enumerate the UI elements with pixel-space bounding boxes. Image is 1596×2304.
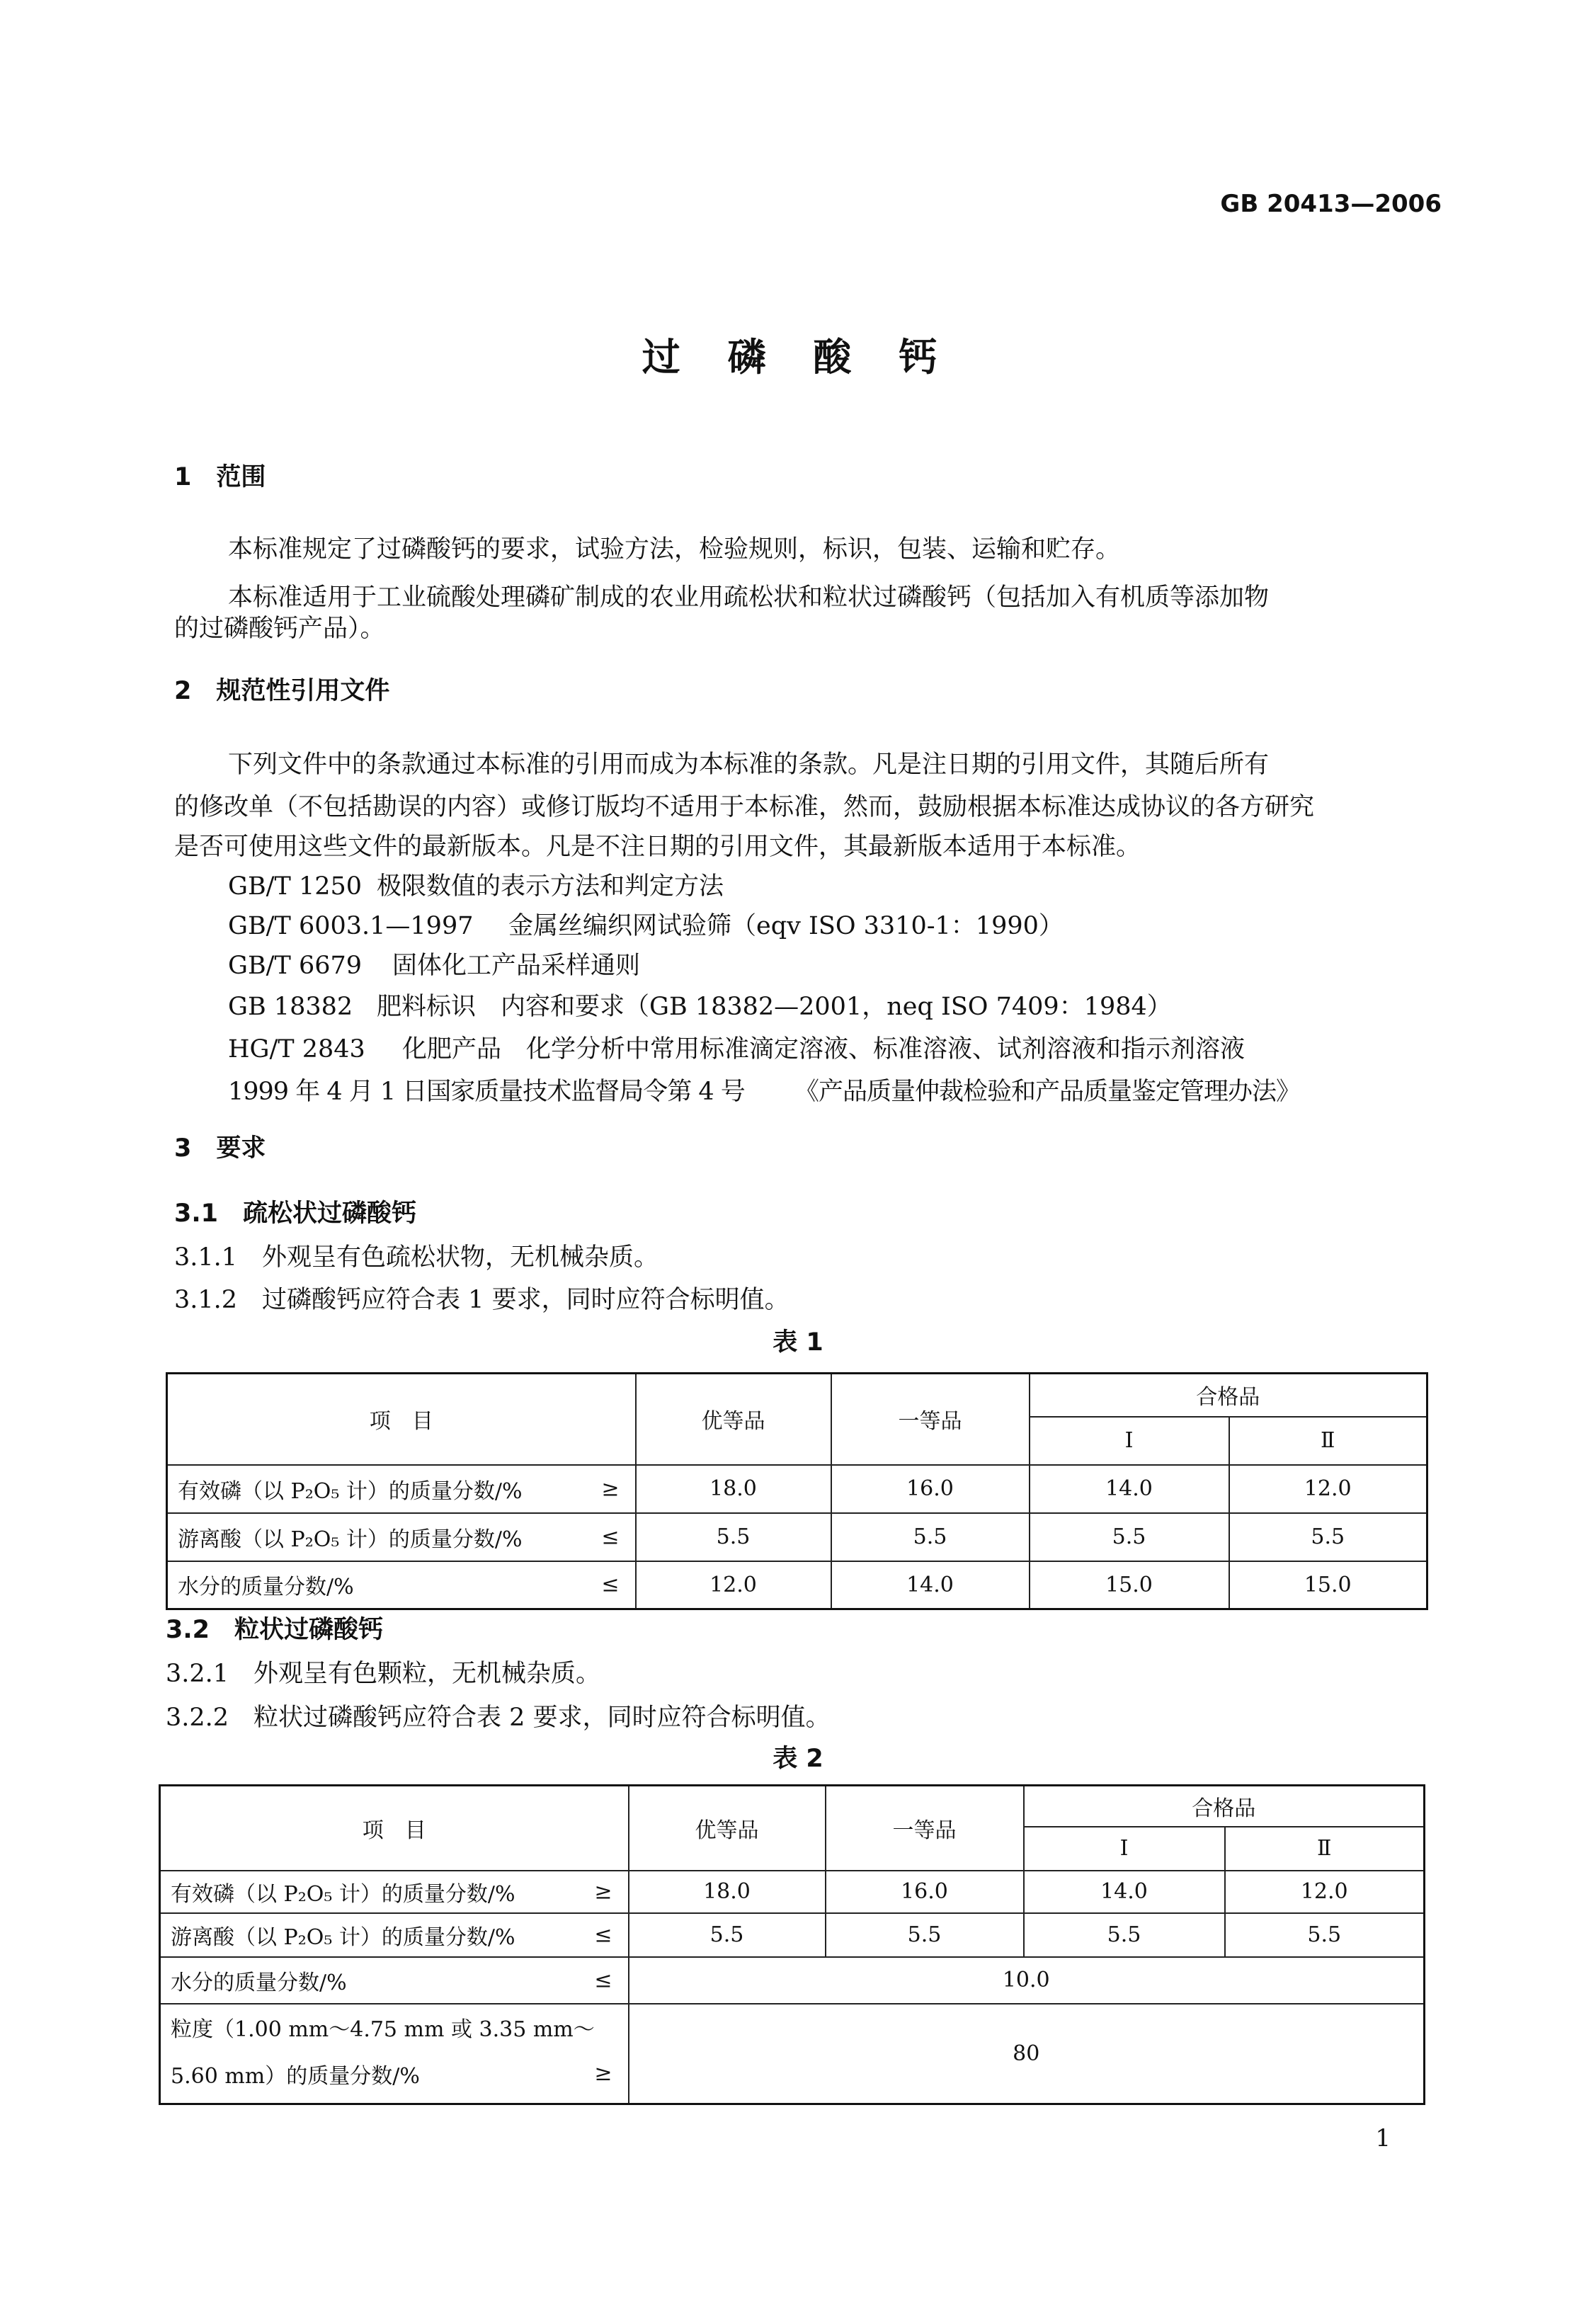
table-row bbox=[160, 2004, 1425, 2104]
table-1-header-first: 一等品 bbox=[831, 1374, 1030, 1465]
section-3-2-heading: 3.2 粒状过磷酸钙 bbox=[166, 1616, 384, 1644]
reference-code: GB 18382 bbox=[228, 993, 353, 1021]
table-cell-item bbox=[167, 1561, 636, 1609]
table-cell-merged: 10.0 bbox=[629, 1957, 1425, 2004]
reference-title: 极限数值的表示方法和判定方法 bbox=[377, 872, 724, 901]
table-cell: 5.5 bbox=[1024, 1913, 1225, 1957]
table-cell: 15.0 bbox=[1229, 1561, 1427, 1609]
reference-title: 固体化工产品采样通则 bbox=[392, 952, 641, 980]
section-2-heading: 2 规范性引用文件 bbox=[174, 677, 390, 705]
reference-title: 金属丝编织网试验筛（eqv ISO 3310-1：1990） bbox=[508, 912, 1064, 940]
table-row bbox=[160, 1913, 1425, 1957]
section-2-paragraph-line-3: 是否可使用这些文件的最新版本。凡是不注日期的引用文件，其最新版本适用于本标准。 bbox=[174, 833, 1141, 861]
reference-item bbox=[228, 1072, 1300, 1107]
item-label: 有效磷（以 P₂O₅ 计）的质量分数/% bbox=[178, 1478, 523, 1504]
table-cell: 5.5 bbox=[1229, 1513, 1427, 1561]
table-1-header-premium: 优等品 bbox=[636, 1374, 831, 1465]
section-2-paragraph-line-1: 下列文件中的条款通过本标准的引用而成为本标准的条款。凡是注日期的引用文件，其随后所有 bbox=[228, 751, 1270, 779]
reference-code: GB/T 6679 bbox=[228, 952, 363, 980]
table-cell: 14.0 bbox=[831, 1561, 1030, 1609]
table-2-caption: 表 2 bbox=[773, 1745, 823, 1773]
comparison-symbol: ≤ bbox=[601, 1524, 620, 1550]
table-2-header-qualified: 合格品 bbox=[1024, 1786, 1425, 1827]
item-label: 水分的质量分数/% bbox=[178, 1575, 354, 1600]
table-cell: 16.0 bbox=[831, 1465, 1030, 1513]
table-cell: 12.0 bbox=[636, 1561, 831, 1609]
table-cell: 14.0 bbox=[1030, 1465, 1229, 1513]
reference-item bbox=[228, 906, 1064, 942]
table-cell: 5.5 bbox=[826, 1913, 1024, 1957]
comparison-symbol: ≥ bbox=[594, 1879, 612, 1904]
table-1 bbox=[166, 1372, 1428, 1610]
table-2-header-grade-2: Ⅱ bbox=[1225, 1827, 1425, 1871]
table-cell: 12.0 bbox=[1225, 1871, 1425, 1913]
table-cell-item bbox=[167, 1513, 636, 1561]
comparison-symbol: ≥ bbox=[601, 1476, 620, 1502]
table-cell: 12.0 bbox=[1229, 1465, 1427, 1513]
table-cell: 18.0 bbox=[636, 1465, 831, 1513]
section-1-paragraph-1: 本标准规定了过磷酸钙的要求，试验方法，检验规则，标识，包装、运输和贮存。 bbox=[228, 535, 1121, 564]
standard-number: GB 20413—2006 bbox=[1220, 190, 1442, 218]
table-cell-item bbox=[160, 2004, 629, 2104]
item-label: 有效磷（以 P₂O₅ 计）的质量分数/% bbox=[171, 1881, 515, 1907]
reference-item bbox=[228, 946, 640, 981]
section-3-1-2: 3.1.2 过磷酸钙应符合表 1 要求，同时应符合标明值。 bbox=[174, 1286, 790, 1314]
table-cell: 5.5 bbox=[831, 1513, 1030, 1561]
item-label: 游离酸（以 P₂O₅ 计）的质量分数/% bbox=[178, 1527, 523, 1552]
reference-code: 1999 年 4 月 1 日国家质量技术监督局令第 4 号 bbox=[228, 1078, 745, 1106]
table-row bbox=[167, 1513, 1427, 1561]
table-row bbox=[167, 1465, 1427, 1513]
reference-item bbox=[228, 867, 724, 902]
table-cell-merged: 80 bbox=[629, 2004, 1425, 2104]
table-row bbox=[160, 1871, 1425, 1913]
table-cell: 5.5 bbox=[1225, 1913, 1425, 1957]
table-2-header-grade-1: Ⅰ bbox=[1024, 1827, 1225, 1871]
comparison-symbol: ≤ bbox=[594, 1968, 612, 1992]
section-1-paragraph-2-cont: 的过磷酸钙产品）。 bbox=[174, 615, 385, 643]
table-row bbox=[160, 1957, 1425, 2004]
table-2-header-item: 项 目 bbox=[160, 1786, 629, 1871]
section-1-heading: 1 范围 bbox=[174, 463, 266, 491]
table-1-header-qualified: 合格品 bbox=[1030, 1374, 1427, 1417]
table-cell: 18.0 bbox=[629, 1871, 826, 1913]
comparison-symbol: ≤ bbox=[601, 1572, 620, 1597]
document-title: 过 磷 酸 钙 bbox=[642, 335, 954, 380]
section-2-paragraph-line-2: 的修改单（不包括勘误的内容）或修订版均不适用于本标准，然而，鼓励根据本标准达成协议的各方研究 bbox=[174, 793, 1315, 821]
section-3-2-1: 3.2.1 外观呈有色颗粒，无机械杂质。 bbox=[166, 1660, 601, 1688]
table-cell: 5.5 bbox=[1030, 1513, 1229, 1561]
section-3-1-1: 3.1.1 外观呈有色疏松状物，无机械杂质。 bbox=[174, 1243, 659, 1272]
section-1-paragraph-2: 本标准适用于工业硫酸处理磷矿制成的农业用疏松状和粒状过磷酸钙（包括加入有机质等添加物 bbox=[228, 583, 1270, 612]
reference-item bbox=[228, 1030, 1245, 1065]
table-cell: 14.0 bbox=[1024, 1871, 1225, 1913]
table-1-caption: 表 1 bbox=[773, 1328, 823, 1357]
table-cell-item bbox=[160, 1913, 629, 1957]
table-2 bbox=[159, 1784, 1425, 2105]
table-row bbox=[167, 1561, 1427, 1609]
table-cell-item bbox=[160, 1871, 629, 1913]
table-cell: 15.0 bbox=[1030, 1561, 1229, 1609]
reference-item bbox=[228, 987, 1172, 1022]
table-2-header-premium: 优等品 bbox=[629, 1786, 826, 1871]
item-label-line-1: 粒度（1.00 mm～4.75 mm 或 3.35 mm～ bbox=[171, 2017, 595, 2043]
table-1-header-grade-1: Ⅰ bbox=[1030, 1417, 1229, 1465]
section-3-heading: 3 要求 bbox=[174, 1134, 266, 1163]
section-3-2-2: 3.2.2 粒状过磷酸钙应符合表 2 要求，同时应符合标明值。 bbox=[166, 1704, 831, 1732]
table-1-header-item: 项 目 bbox=[167, 1374, 636, 1465]
item-label-line-2: 5.60 mm）的质量分数/% bbox=[171, 2064, 420, 2089]
table-cell-item bbox=[167, 1465, 636, 1513]
page-number: 1 bbox=[1375, 2124, 1391, 2152]
table-cell: 5.5 bbox=[636, 1513, 831, 1561]
reference-title: 《产品质量仲裁检验和产品质量鉴定管理办法》 bbox=[794, 1078, 1301, 1106]
table-cell: 5.5 bbox=[629, 1913, 826, 1957]
item-label: 游离酸（以 P₂O₅ 计）的质量分数/% bbox=[171, 1924, 515, 1950]
comparison-symbol: ≥ bbox=[594, 2061, 612, 2086]
reference-code: HG/T 2843 bbox=[228, 1035, 365, 1063]
comparison-symbol: ≤ bbox=[594, 1922, 612, 1947]
item-label: 水分的质量分数/% bbox=[171, 1970, 347, 1995]
table-cell: 16.0 bbox=[826, 1871, 1024, 1913]
reference-title: 肥料标识 内容和要求（GB 18382—2001，neq ISO 7409：1984） bbox=[377, 993, 1172, 1021]
table-cell-item bbox=[160, 1957, 629, 2004]
reference-title: 化肥产品 化学分析中常用标准滴定溶液、标准溶液、试剂溶液和指示剂溶液 bbox=[402, 1035, 1246, 1063]
table-1-header-grade-2: Ⅱ bbox=[1229, 1417, 1427, 1465]
reference-code: GB/T 6003.1—1997 bbox=[228, 912, 474, 940]
section-3-1-heading: 3.1 疏松状过磷酸钙 bbox=[174, 1199, 417, 1228]
table-2-header-first: 一等品 bbox=[826, 1786, 1024, 1871]
reference-code: GB/T 1250 bbox=[228, 872, 363, 901]
